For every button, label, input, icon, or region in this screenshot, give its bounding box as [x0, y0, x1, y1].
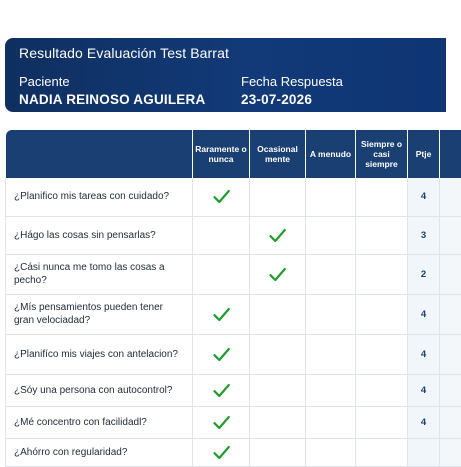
answer-cell: [356, 334, 408, 374]
answer-cell: [193, 216, 250, 254]
check-icon: [213, 415, 230, 430]
header-extra: [440, 130, 461, 178]
question-text: ¿Cási nunca me tomo las cosas a pecho?: [6, 254, 193, 294]
score-cell: 4: [408, 334, 440, 374]
header-occasionally: Ocasional mente: [250, 130, 306, 178]
date-label: Fecha Respuesta: [241, 74, 343, 89]
answer-cell: [306, 254, 356, 294]
page-title: Resultado Evaluación Test Barrat: [19, 45, 229, 61]
answer-cell: [250, 254, 306, 294]
answer-cell: [356, 178, 408, 216]
table-body: [6, 178, 461, 466]
answer-cell: [250, 294, 306, 334]
extra-cell: [440, 374, 461, 406]
question-text: ¿Mé concentro con facilidadl?: [6, 406, 193, 438]
table-row: [6, 438, 461, 466]
answer-cell: [250, 334, 306, 374]
score-cell: [408, 438, 440, 466]
results-table: [5, 130, 461, 467]
answer-cell: [356, 254, 408, 294]
date-value: 23-07-2026: [241, 92, 313, 107]
score-cell: 4: [408, 406, 440, 438]
header-often: A menudo: [306, 130, 356, 178]
question-text: ¿Planifico mis tareas con cuidado?: [6, 178, 193, 216]
answer-cell: [193, 254, 250, 294]
answer-cell: [306, 374, 356, 406]
answer-cell: [306, 294, 356, 334]
answer-cell: [306, 178, 356, 216]
check-icon: [213, 307, 230, 322]
answer-cell: [306, 334, 356, 374]
table-row: [6, 374, 461, 406]
extra-cell: [440, 438, 461, 466]
question-text: ¿Ahórro con regularidad?: [6, 438, 193, 466]
header-always: Siempre o casi siempre: [356, 130, 408, 178]
question-text: ¿Hágo las cosas sin pensarlas?: [6, 216, 193, 254]
check-icon: [269, 267, 286, 282]
answer-cell: [193, 294, 250, 334]
answer-cell: [250, 178, 306, 216]
table-row: [6, 406, 461, 438]
check-icon: [213, 445, 230, 460]
answer-cell: [193, 406, 250, 438]
header-question: [6, 130, 193, 178]
answer-cell: [306, 216, 356, 254]
score-cell: 2: [408, 254, 440, 294]
table-row: [6, 216, 461, 254]
extra-cell: [440, 216, 461, 254]
check-icon: [269, 228, 286, 243]
header-score: Ptje: [408, 130, 440, 178]
table-row: [6, 334, 461, 374]
results-table-container: [5, 130, 450, 458]
answer-cell: [356, 438, 408, 466]
answer-cell: [250, 438, 306, 466]
answer-cell: [250, 406, 306, 438]
answer-cell: [193, 334, 250, 374]
answer-cell: [356, 216, 408, 254]
check-icon: [213, 189, 230, 204]
answer-cell: [193, 178, 250, 216]
score-cell: 3: [408, 216, 440, 254]
answer-cell: [356, 294, 408, 334]
score-cell: 4: [408, 178, 440, 216]
score-cell: 4: [408, 294, 440, 334]
answer-cell: [193, 438, 250, 466]
extra-cell: [440, 178, 461, 216]
score-cell: 4: [408, 374, 440, 406]
answer-cell: [356, 374, 408, 406]
result-header: [5, 38, 446, 112]
question-text: ¿Sóy una persona con autocontrol?: [6, 374, 193, 406]
answer-cell: [306, 406, 356, 438]
table-row: [6, 294, 461, 334]
extra-cell: [440, 254, 461, 294]
patient-name: NADIA REINOSO AGUILERA: [19, 92, 206, 107]
header-rarely: Raramente o nunca: [193, 130, 250, 178]
answer-cell: [356, 406, 408, 438]
table-header-row: [6, 130, 461, 178]
answer-cell: [250, 216, 306, 254]
answer-cell: [250, 374, 306, 406]
table-row: [6, 254, 461, 294]
question-text: ¿Mís pensamientos pueden tener gran velociadad?: [6, 294, 193, 334]
answer-cell: [193, 374, 250, 406]
patient-label: Paciente: [19, 74, 70, 89]
check-icon: [213, 383, 230, 398]
check-icon: [213, 347, 230, 362]
extra-cell: [440, 334, 461, 374]
extra-cell: [440, 294, 461, 334]
question-text: ¿Planifíco mis viajes con antelacion?: [6, 334, 193, 374]
table-row: [6, 178, 461, 216]
answer-cell: [306, 438, 356, 466]
extra-cell: [440, 406, 461, 438]
